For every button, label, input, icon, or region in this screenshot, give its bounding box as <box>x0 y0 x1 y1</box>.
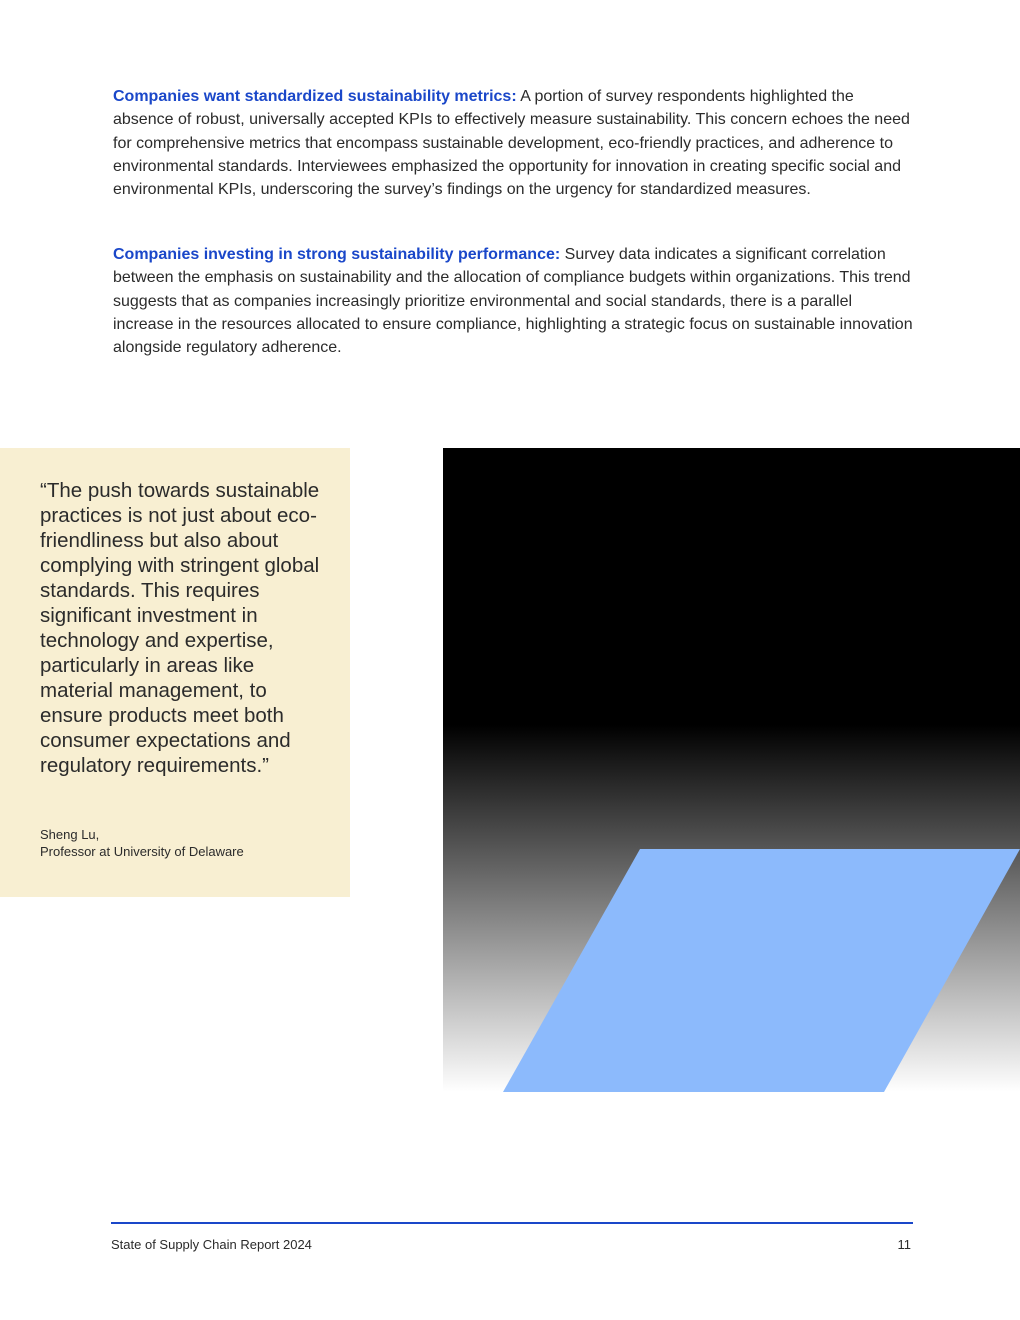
pull-quote: “The push towards sustainable practices is not just about eco-friendliness but also about complying with stringent global standards. This requires significant investment in technology and expertise, particularly in areas like material management, to ensure products meet both consumer expectations and regulatory requirements.” <box>40 479 320 777</box>
paragraph-lead: Companies investing in strong sustainability performance: <box>113 246 561 263</box>
paragraph-standardized-metrics <box>113 85 913 201</box>
quote-attribution <box>40 826 244 860</box>
footer-divider <box>111 1222 913 1224</box>
quote-author-name: Sheng Lu, <box>40 827 100 842</box>
paragraph-body: Survey data indicates a significant correlation between the emphasis on sustainability and the allocation of compliance budgets within organizations. This trend suggests that as companies increasingly prioritize environmental and social standards, there is a parallel increase in the resources allocated to ensure compliance, highlighting a strategic focus on sustainable innovation alongside regulatory adherence. <box>113 246 913 357</box>
paragraph-body: A portion of survey respondents highlighted the absence of robust, universally accepted KPIs to effectively measure sustainability. This concern echoes the need for comprehensive metrics that encompass sustainable development, eco-friendly practices, and adherence to environmental standards. Interviewees emphasized the opportunity for innovation in creating specific social and environmental KPIs, underscoring the survey’s findings on the urgency for standardized measures. <box>113 88 910 199</box>
paragraph-sustainability-performance <box>113 243 913 359</box>
decorative-graphic <box>443 448 1020 1092</box>
page-number: 11 <box>897 1237 911 1252</box>
footer-title: State of Supply Chain Report 2024 <box>111 1237 312 1252</box>
paragraph-lead: Companies want standardized sustainability metrics: <box>113 88 517 105</box>
quote-author-title: Professor at University of Delaware <box>40 844 244 859</box>
